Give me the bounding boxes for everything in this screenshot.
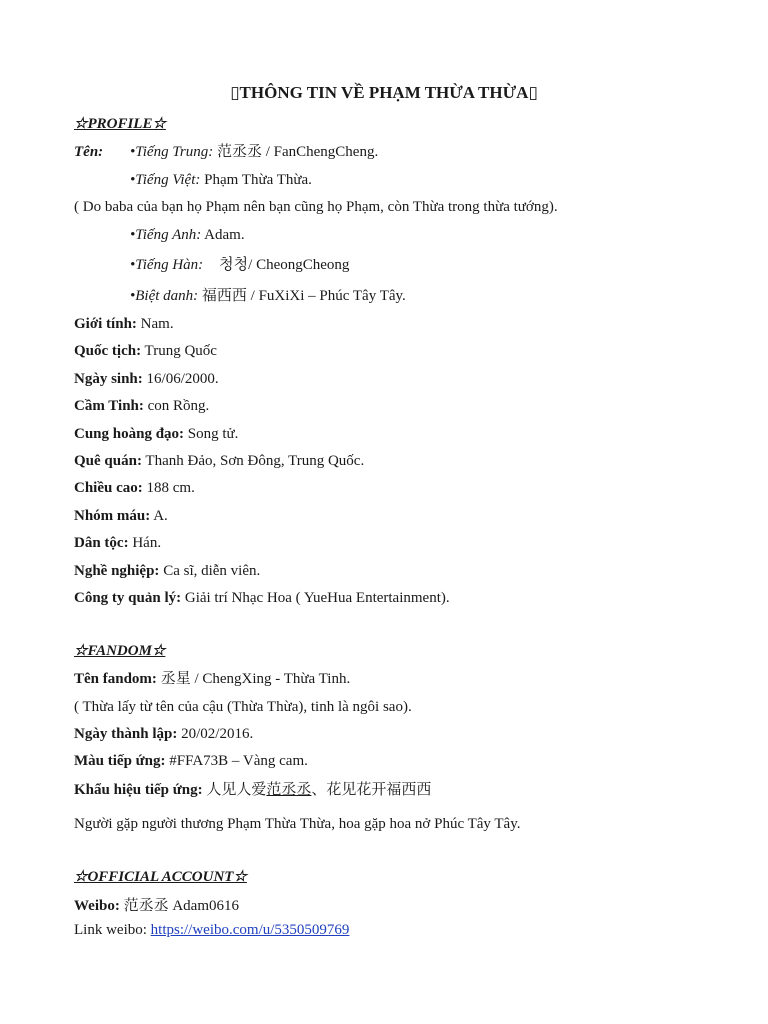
fandom-color: Màu tiếp ứng: #FFA73B – Vàng cam. — [74, 753, 308, 769]
section-profile: ☆PROFILE☆ — [74, 116, 166, 132]
profile-row-value: Nam. — [136, 316, 174, 332]
weibo-link-row: Link weibo: https://weibo.com/u/5350509769 — [74, 922, 350, 938]
profile-row-label: Nhóm máu: — [74, 508, 151, 524]
name-note: ( Do baba của bạn họ Phạm nên bạn cũng họ Phạm, còn Thừa trong thừa tướng). — [74, 199, 558, 215]
profile-row-value: 188 cm. — [142, 480, 195, 496]
profile-row-label: Quê quán: — [74, 453, 142, 469]
profile-row — [74, 507, 168, 525]
profile-row-value: Ca sĩ, diễn viên. — [159, 563, 261, 579]
profile-row-label: Ngày sinh: — [74, 371, 143, 387]
section-official-account: ☆OFFICIAL ACCOUNT☆ — [74, 869, 247, 885]
weibo-link[interactable]: https://weibo.com/u/5350509769 — [150, 922, 350, 938]
name-chinese: •Tiếng Trung: 范丞丞 / FanChengCheng. — [130, 144, 379, 160]
missing-glyph-right: ▯ — [528, 83, 538, 102]
name-korean: •Tiếng Hàn: 청청/ CheongCheong — [130, 255, 350, 273]
profile-row-value: con Rồng. — [143, 398, 210, 414]
profile-row — [74, 534, 161, 552]
profile-row-label: Cầm Tinh: — [74, 398, 144, 414]
fandom-name: Tên fandom: 丞星 / ChengXing - Thừa Tinh. — [74, 671, 351, 687]
profile-row — [74, 342, 217, 360]
name-english: •Tiếng Anh: Adam. — [130, 227, 245, 243]
document-title — [0, 84, 768, 102]
section-fandom: ☆FANDOM☆ — [74, 643, 166, 659]
profile-row — [74, 562, 260, 580]
fandom-founded: Ngày thành lập: 20/02/2016. — [74, 726, 254, 742]
profile-row-label: Cung hoàng đạo: — [74, 426, 185, 442]
profile-row-value: Trung Quốc — [141, 343, 217, 359]
profile-row-label: Quốc tịch: — [74, 343, 142, 359]
missing-glyph-left: ▯ — [230, 83, 240, 102]
document-title-text: THÔNG TIN VỀ PHẠM THỪA THỪA — [239, 83, 529, 102]
weibo-account: Weibo: 范丞丞 Adam0616 — [74, 898, 240, 914]
profile-row-value: Song tử. — [184, 426, 239, 442]
profile-row-value: Giải trí Nhạc Hoa ( YueHua Entertainment). — [181, 590, 450, 606]
name-nickname: •Biệt danh: 福西西 / FuXiXi – Phúc Tây Tây. — [130, 288, 406, 304]
profile-row — [74, 589, 450, 607]
profile-row — [74, 315, 174, 333]
profile-row-value: Thanh Đảo, Sơn Đông, Trung Quốc. — [141, 453, 365, 469]
profile-row — [74, 425, 238, 443]
profile-row-label: Giới tính: — [74, 316, 137, 332]
profile-row-label: Chiều cao: — [74, 480, 143, 496]
profile-row-value: A. — [150, 508, 168, 524]
profile-row-label: Công ty quản lý: — [74, 590, 182, 606]
profile-row-label: Nghề nghiệp: — [74, 563, 160, 579]
profile-row — [74, 479, 195, 497]
profile-row-value: Hán. — [128, 535, 162, 551]
profile-row-label: Dân tộc: — [74, 535, 129, 551]
fandom-slogan-translation: Người gặp người thương Phạm Thừa Thừa, hoa gặp hoa nở Phúc Tây Tây. — [74, 816, 521, 832]
fandom-slogan: Khẩu hiệu tiếp ứng: 人见人爱范丞丞、花见花开福西西 — [74, 782, 432, 798]
name-label: Tên: — [74, 144, 104, 160]
profile-row — [74, 452, 364, 470]
profile-row — [74, 397, 209, 415]
profile-row-value: 16/06/2000. — [142, 371, 219, 387]
fandom-name-note: ( Thừa lấy từ tên của cậu (Thừa Thừa), tinh là ngôi sao). — [74, 699, 412, 715]
profile-row — [74, 370, 219, 388]
name-vietnamese: •Tiếng Việt: Phạm Thừa Thừa. — [130, 172, 312, 188]
